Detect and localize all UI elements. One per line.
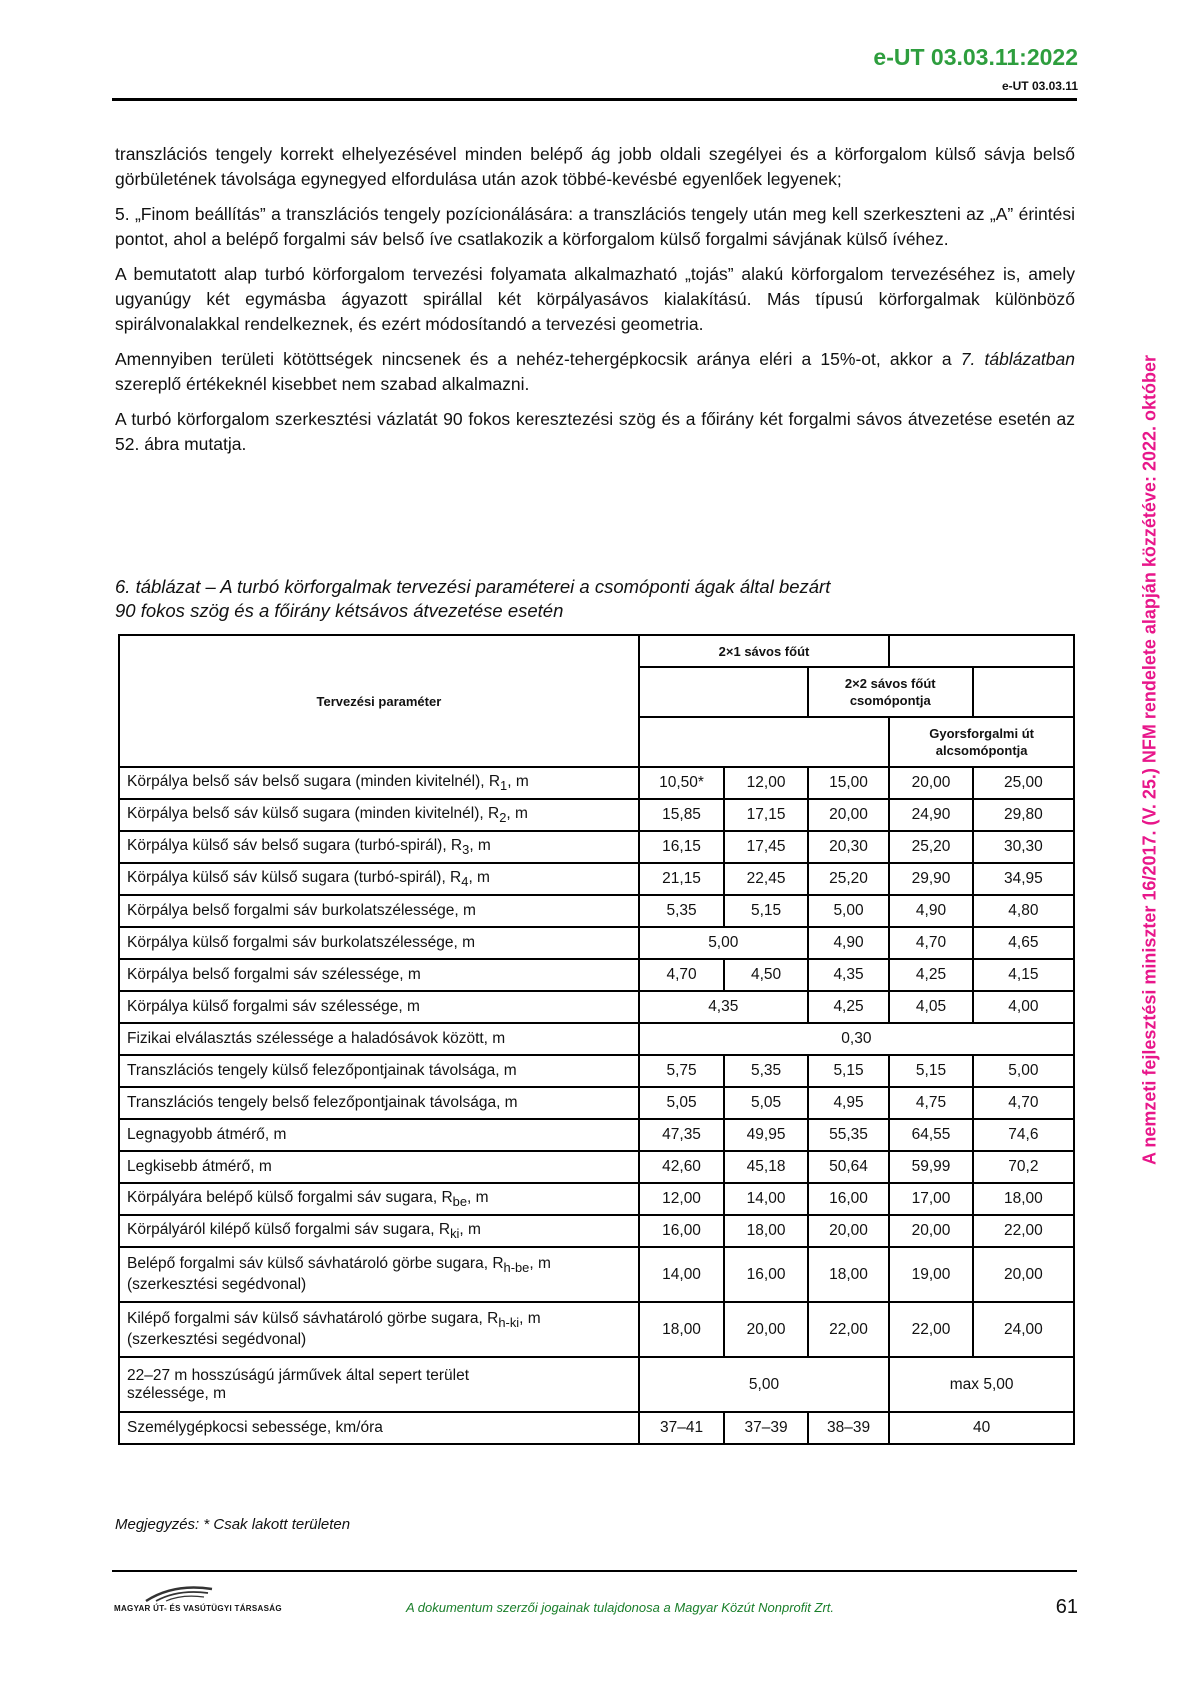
- table-value: 24,90: [889, 799, 972, 831]
- table-row: [119, 1302, 1074, 1357]
- header-empty-cell: [639, 717, 890, 767]
- table-value: 4,15: [973, 959, 1074, 991]
- table-row: [119, 1055, 1074, 1087]
- table-row: [119, 863, 1074, 895]
- table-value: 17,15: [724, 799, 807, 831]
- publication-note: A nemzeti fejlesztési miniszter 16/2017. (V. 25.) NFM rendelete alapján közzétéve: 2022. október: [1139, 355, 1160, 1165]
- parameter-name: [119, 959, 639, 991]
- footer-rule: [112, 1570, 1077, 1572]
- parameter-name: [119, 895, 639, 927]
- parameter-label: [127, 1189, 636, 1209]
- parameter-text: Körpálya belső sáv külső sugara (minden kivitelnél), R: [127, 804, 500, 822]
- table-value: 20,00: [808, 1215, 889, 1247]
- table-row: [119, 767, 1074, 799]
- parameter-label: [127, 1126, 636, 1144]
- table-value: 16,00: [724, 1247, 807, 1302]
- header-text: alcsomópontja: [935, 743, 1028, 758]
- paragraph: A turbó körforgalom szerkesztési vázlatát 90 fokos keresztezési szög és a főirány két forgalmi sávos átvezetése esetén az 52. ábra mutatja.: [115, 409, 1075, 454]
- table-reference: 7. táblázatban: [960, 349, 1075, 369]
- table-row: [119, 1412, 1074, 1444]
- parameter-name: [119, 1247, 639, 1302]
- table-value: 70,2: [973, 1151, 1074, 1183]
- table-value: 34,95: [973, 863, 1074, 895]
- table-caption: [115, 575, 830, 623]
- parameter-text: Kilépő forgalmi sáv külső sávhatároló görbe sugara, R: [127, 1310, 499, 1328]
- table-value: 59,99: [889, 1151, 972, 1183]
- paragraph: A bemutatott alap turbó körforgalom tervezési folyamata alkalmazható „tojás” alakú körforgalom tervezéséhez is, amely ugyanúgy két egymásba ágyazott spirállal két körpályasávos kialakítású. Más típusú körforgalmak különböző spirálvonalakkal rendelkeznek, és ezért módosítandó a tervezési geometria.: [115, 264, 1075, 334]
- table-value: max 5,00: [889, 1357, 1074, 1412]
- header-text: csomópontja: [849, 693, 931, 708]
- table-caption-line: 90 fokos szög és a főirány kétsávos átvezetése esetén: [115, 600, 564, 621]
- table-row: [119, 1151, 1074, 1183]
- table-value: 4,70: [973, 1087, 1074, 1119]
- parameter-label: [127, 902, 636, 920]
- table-value: 4,90: [889, 895, 972, 927]
- table-value: 55,35: [808, 1119, 889, 1151]
- table-value: 4,70: [639, 959, 725, 991]
- table-value: 5,15: [889, 1055, 972, 1087]
- header-rule: [112, 98, 1077, 101]
- table-value: 21,15: [639, 863, 725, 895]
- table-value: 29,80: [973, 799, 1074, 831]
- logo-text: MAGYAR ÚT- ÉS VASÚTÜGYI TÁRSASÁG: [114, 1604, 282, 1613]
- table-row: [119, 1247, 1074, 1302]
- parameter-text: Transzlációs tengely belső felezőpontjainak távolsága, m: [127, 1094, 518, 1111]
- parameter-unit: , m: [529, 1255, 551, 1273]
- parameter-text: Legkisebb átmérő, m: [127, 1158, 272, 1175]
- parameter-unit: , m: [507, 772, 529, 790]
- table-value: 4,80: [973, 895, 1074, 927]
- table-value: 16,00: [639, 1215, 725, 1247]
- table-value: 5,15: [808, 1055, 889, 1087]
- table-value: 4,25: [889, 959, 972, 991]
- table-row: [119, 1023, 1074, 1055]
- table-value: 5,00: [808, 895, 889, 927]
- parameter-text: Fizikai elválasztás szélessége a haladósávok között, m: [127, 1030, 506, 1047]
- paragraph: [115, 347, 1075, 397]
- document-code-small: e-UT 03.03.11: [1001, 79, 1078, 93]
- table-row: [119, 1357, 1074, 1412]
- table-value: 5,35: [724, 1055, 807, 1087]
- parameter-label: [127, 1367, 636, 1385]
- parameter-unit: , m: [467, 1188, 489, 1206]
- parameter-name: [119, 1215, 639, 1247]
- table-value: 47,35: [639, 1119, 725, 1151]
- parameter-text: Körpálya belső forgalmi sáv burkolatszélessége, m: [127, 902, 476, 919]
- table-value: 25,20: [889, 831, 972, 863]
- parameter-table: [118, 634, 1075, 1445]
- header-empty-cell: [639, 667, 808, 717]
- parameter-label: [127, 1094, 636, 1112]
- table-value: 10,50*: [639, 767, 725, 799]
- table-value: 4,05: [889, 991, 972, 1023]
- parameter-name: [119, 1055, 639, 1087]
- table-value: 29,90: [889, 863, 972, 895]
- table-row: [119, 1215, 1074, 1247]
- table-value: 4,35: [639, 991, 808, 1023]
- table-row: [119, 927, 1074, 959]
- table-value: 20,30: [808, 831, 889, 863]
- parameter-name: [119, 991, 639, 1023]
- table-row: [119, 831, 1074, 863]
- parameter-label: [127, 934, 636, 952]
- symbol-subscript: h-ki: [498, 1315, 520, 1331]
- table-value: 4,35: [808, 959, 889, 991]
- table-note: Megjegyzés: * Csak lakott területen: [115, 1516, 351, 1533]
- parameter-label: [127, 1255, 636, 1275]
- symbol-subscript: 2: [499, 810, 507, 826]
- table-value: 17,45: [724, 831, 807, 863]
- table-value: 74,6: [973, 1119, 1074, 1151]
- parameter-text: Körpálya belső forgalmi sáv szélessége, m: [127, 966, 421, 983]
- parameter-name: [119, 1023, 639, 1055]
- parameter-unit: , m: [459, 1220, 481, 1238]
- parameter-label: [127, 773, 636, 793]
- table-value: 19,00: [889, 1247, 972, 1302]
- parameter-label: [127, 1030, 636, 1048]
- table-value: 16,00: [808, 1183, 889, 1215]
- table-row: [119, 1119, 1074, 1151]
- paragraph-text: Amennyiben területi kötöttségek nincsenek és a nehéz-tehergépkocsik aránya eléri a 15%-ot, akkor a: [115, 349, 961, 369]
- table-value: 5,00: [639, 927, 808, 959]
- parameter-label-line2: (szerkesztési segédvonal): [127, 1330, 307, 1348]
- parameter-text: Körpálya külső sáv külső sugara (turbó-spirál), R: [127, 868, 462, 886]
- parameter-name: [119, 1412, 639, 1444]
- table-value: 5,15: [724, 895, 807, 927]
- table-value: 42,60: [639, 1151, 725, 1183]
- header-main-road-2x1: 2×1 sávos főút: [639, 635, 890, 667]
- parameter-name: [119, 1151, 639, 1183]
- document-code: e-UT 03.03.11:2022: [873, 44, 1078, 70]
- table-value: 5,05: [639, 1087, 725, 1119]
- parameter-name: [119, 1183, 639, 1215]
- paragraph-text: szereplő értékeknél kisebbet nem szabad alkalmazni.: [115, 374, 530, 394]
- parameter-text: Körpálya külső forgalmi sáv burkolatszélessége, m: [127, 934, 476, 951]
- parameter-label-line2: (szerkesztési segédvonal): [127, 1275, 307, 1293]
- table-value: 22,45: [724, 863, 807, 895]
- header-text: Gyorsforgalmi út: [929, 726, 1034, 741]
- table-value: 12,00: [724, 767, 807, 799]
- parameter-label: [127, 1158, 636, 1176]
- parameter-name: [119, 1357, 639, 1412]
- parameter-name: [119, 1119, 639, 1151]
- symbol-subscript: 3: [462, 842, 470, 858]
- table-value: 16,15: [639, 831, 725, 863]
- symbol-subscript: 4: [461, 874, 469, 890]
- table-value: 37–41: [639, 1412, 725, 1444]
- header-text: 2×2 sávos főút: [844, 676, 936, 691]
- table-value: 22,00: [889, 1302, 972, 1357]
- header-empty-cell: [889, 635, 1074, 667]
- table-value: 5,05: [724, 1087, 807, 1119]
- body-text: [115, 142, 1075, 467]
- symbol-subscript: be: [452, 1194, 468, 1210]
- table-value: 12,00: [639, 1183, 725, 1215]
- table-value: 18,00: [808, 1247, 889, 1302]
- parameter-text: Transzlációs tengely külső felezőpontjainak távolsága, m: [127, 1062, 517, 1079]
- table-value: 37–39: [724, 1412, 807, 1444]
- parameter-label: [127, 966, 636, 984]
- table-value: 4,95: [808, 1087, 889, 1119]
- table-value: 22,00: [808, 1302, 889, 1357]
- copyright-text: A dokumentum szerzői jogainak tulajdonosa a Magyar Közút Nonprofit Zrt.: [405, 1600, 834, 1615]
- header-parameter: Tervezési paraméter: [119, 635, 639, 767]
- parameter-label: [127, 1310, 636, 1330]
- symbol-subscript: h-be: [503, 1260, 530, 1276]
- header-main-road-2x2: [808, 667, 973, 717]
- table-value: 18,00: [724, 1215, 807, 1247]
- table-value: 5,00: [973, 1055, 1074, 1087]
- table-value: 5,35: [639, 895, 725, 927]
- parameter-text: Legnagyobb átmérő, m: [127, 1126, 287, 1143]
- parameter-text: Körpálya belső sáv belső sugara (minden kivitelnél), R: [127, 772, 501, 790]
- table-value: 18,00: [973, 1183, 1074, 1215]
- table-value: 17,00: [889, 1183, 972, 1215]
- paragraph: transzlációs tengely korrekt elhelyezésével minden belépő ág jobb oldali szegélyei és a körforgalom külső sávja belső görbületének távolsága egynegyed elfordulása után azok többé-kevésbé egyenlőek legyenek;: [115, 144, 1075, 189]
- table-value: 4,70: [889, 927, 972, 959]
- table-value: 64,55: [889, 1119, 972, 1151]
- parameter-unit: , m: [468, 868, 490, 886]
- table-value: 45,18: [724, 1151, 807, 1183]
- header-empty-cell: [973, 667, 1074, 717]
- parameter-text: Körpálya külső forgalmi sáv szélessége, m: [127, 998, 420, 1015]
- table-value: 20,00: [808, 799, 889, 831]
- parameter-label-line2: szélessége, m: [127, 1384, 227, 1402]
- paragraph: 5. „Finom beállítás” a transzlációs tengely pozícionálására: a transzlációs tengely után meg kell szerkeszteni az „A” érintési pontot, ahol a belépő forgalmi sáv belső íve csatlakozik a körforgalom külső forgalmi sávjának külső ívéhez.: [115, 204, 1075, 249]
- table-value: 22,00: [973, 1215, 1074, 1247]
- table-row: [119, 895, 1074, 927]
- table-caption-line: 6. táblázat – A turbó körforgalmak tervezési paraméterei a csomóponti ágak által bezárt: [115, 576, 831, 597]
- table-value: 4,00: [973, 991, 1074, 1023]
- parameter-unit: , m: [519, 1310, 541, 1328]
- parameter-name: [119, 863, 639, 895]
- symbol-subscript: ki: [450, 1226, 460, 1242]
- page-number: 61: [1055, 1596, 1078, 1618]
- table-value: 30,30: [973, 831, 1074, 863]
- parameter-text: Belépő forgalmi sáv külső sávhatároló görbe sugara, R: [127, 1255, 504, 1273]
- parameter-label: [127, 805, 636, 825]
- parameter-label: [127, 1221, 636, 1241]
- table-value: 4,75: [889, 1087, 972, 1119]
- table-value: 50,64: [808, 1151, 889, 1183]
- parameter-text: Körpálya külső sáv belső sugara (turbó-spirál), R: [127, 836, 463, 854]
- table-value: 20,00: [973, 1247, 1074, 1302]
- table-body: [119, 767, 1074, 1444]
- table-value: 0,30: [639, 1023, 1074, 1055]
- table-value: 20,00: [889, 767, 972, 799]
- table-value: 4,65: [973, 927, 1074, 959]
- parameter-name: [119, 767, 639, 799]
- parameter-unit: , m: [469, 836, 491, 854]
- table-value: 20,00: [889, 1215, 972, 1247]
- table-value: 25,00: [973, 767, 1074, 799]
- parameter-label: [127, 1062, 636, 1080]
- table-row: [119, 1183, 1074, 1215]
- table-value: 4,25: [808, 991, 889, 1023]
- parameter-text: Körpályára belépő külső forgalmi sáv sugara, R: [127, 1188, 453, 1206]
- parameter-text: Személygépkocsi sebessége, km/óra: [127, 1419, 383, 1436]
- parameter-text: 22–27 m hosszúságú járművek által sepert terület: [127, 1366, 470, 1384]
- parameter-name: [119, 1302, 639, 1357]
- table-value: 20,00: [724, 1302, 807, 1357]
- table-row: [119, 991, 1074, 1023]
- table-value: 40: [889, 1412, 1074, 1444]
- table-value: 15,85: [639, 799, 725, 831]
- parameter-label: [127, 869, 636, 889]
- parameter-name: [119, 927, 639, 959]
- publisher-logo: [114, 1581, 264, 1619]
- table-row: [119, 1087, 1074, 1119]
- table-value: 5,75: [639, 1055, 725, 1087]
- table-value: 18,00: [639, 1302, 725, 1357]
- table-value: 14,00: [724, 1183, 807, 1215]
- parameter-unit: , m: [506, 804, 528, 822]
- table-row: [119, 799, 1074, 831]
- table-value: 38–39: [808, 1412, 889, 1444]
- parameter-name: [119, 799, 639, 831]
- table-value: 25,20: [808, 863, 889, 895]
- table-value: 24,00: [973, 1302, 1074, 1357]
- parameter-name: [119, 831, 639, 863]
- table-value: 15,00: [808, 767, 889, 799]
- header-expressway: [889, 717, 1074, 767]
- parameter-label: [127, 837, 636, 857]
- symbol-subscript: 1: [500, 778, 508, 794]
- parameter-label: [127, 1419, 636, 1437]
- table-value: 49,95: [724, 1119, 807, 1151]
- parameter-name: [119, 1087, 639, 1119]
- table-value: 5,00: [639, 1357, 890, 1412]
- parameter-label: [127, 998, 636, 1016]
- table-row: [119, 959, 1074, 991]
- table-value: 14,00: [639, 1247, 725, 1302]
- parameter-text: Körpályáról kilépő külső forgalmi sáv sugara, R: [127, 1220, 451, 1238]
- table-value: 4,90: [808, 927, 889, 959]
- table-value: 4,50: [724, 959, 807, 991]
